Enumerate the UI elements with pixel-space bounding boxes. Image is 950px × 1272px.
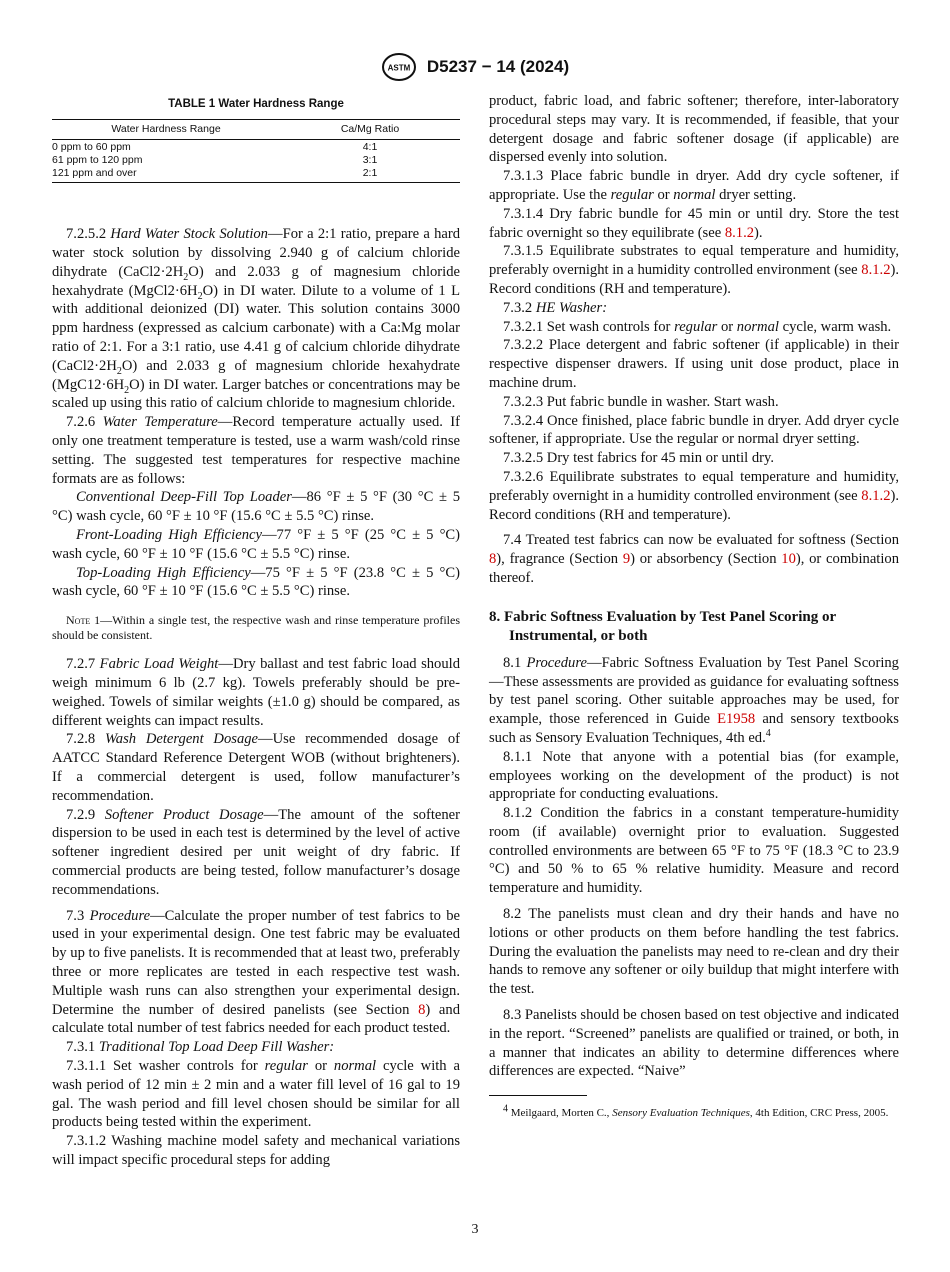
paragraph-7-3-2-5: 7.3.2.5 Dry test fabrics for 45 min or until dry. bbox=[503, 450, 775, 467]
paragraph-8-1: 8.1 Procedure—Fabric Softness Evaluation by Test Panel Scoring—These assessments are provided as guidance for evaluating softness by test panel scoring. Other suitable approaches may be used, for example, those referenced in Guide E1958 and sensory textbooks such as Sensory Evaluation Techniques, 4th ed.$^4$ bbox=[489, 654, 899, 746]
paragraph-7-3: 7.3 Procedure—Calculate the proper number of test fabrics to be used in your experimental design. One test fabric may be evaluated by up to five panelists. It is recommended that at least two, preferably three or more replicates are tested in each respective test wash. Multiple wash runs can also strengthen your experimental design. Determine the number of desired panelists (see Section 8) and calculate total number of test fabrics needed for each product tested. bbox=[52, 907, 460, 1037]
table-cell: 121 ppm and over bbox=[52, 167, 280, 183]
paragraph-7-3-1-3: 7.3.1.3 Place fabric bundle in dryer. Add dry cycle softener, if appropriate. Use the regular or normal dryer setting. bbox=[489, 168, 899, 203]
section-8-1-2-link[interactable]: 8.1.2 bbox=[724, 224, 755, 241]
paragraph-continued: product, fabric load, and fabric softener; therefore, inter-laboratory procedural steps may vary. It is recommended, if feasible, that your detergent dosage and fabric softener dosage (if applicable) are dispersed evenly into solution. bbox=[489, 93, 899, 166]
table-cell: 0 ppm to 60 ppm bbox=[52, 141, 131, 154]
paragraph-7-3-2-2: 7.3.2.2 Place detergent and fabric softener (if applicable) in their respective dispenser drawers. If using unit dose product, place in machine drum. bbox=[489, 337, 899, 391]
astm-logo-icon bbox=[381, 52, 417, 82]
table-header: Ca/Mg Ratio bbox=[280, 119, 460, 139]
footnote-4: $^4$ Meilgaard, Morten C., Sensory Evaluation Techniques, 4th Edition, CRC Press, 2005. bbox=[503, 1103, 889, 1120]
paragraph-conventional: Conventional Deep-Fill Top Loader—86 °F ± 5 °F (30 °C ± 5 °C) wash cycle, 60 °F ± 10 °F (15.6 °C ± 5.5 °C) rinse. bbox=[52, 489, 460, 525]
svg-text:ASTM: ASTM bbox=[387, 63, 411, 73]
section-8-link[interactable]: 8 bbox=[418, 1001, 426, 1018]
paragraph-front-loading: Front-Loading High Efficiency—77 °F ± 5 °F (25 °C ± 5 °C) wash cycle, 60 °F ± 10 °F (15.6 °C ± 5.5 °C) rinse. bbox=[52, 527, 461, 562]
paragraph-7-2-6: 7.2.6 Water Temperature—Record temperature actually used. If only one treatment temperature is tested, use a warm wash/cold rinse setting. The suggested test temperatures for respective machine formats are as follows: bbox=[52, 414, 460, 487]
paragraph-7-3-1-5: 7.3.1.5 Equilibrate substrates to equal temperature and humidity, preferably overnight in a humidity controlled environment (see 8.1.2). Record conditions (RH and temperature). bbox=[489, 243, 899, 297]
table-title: TABLE 1 Water Hardness Range bbox=[168, 98, 344, 110]
page-header bbox=[0, 52, 950, 82]
section-8-link[interactable]: 8 bbox=[489, 551, 497, 568]
page-number: 3 bbox=[471, 1222, 479, 1237]
table-row bbox=[52, 167, 460, 183]
paragraph-7-3-1-4: 7.3.1.4 Dry fabric bundle for 45 min or until dry. Store the test fabric overnight so they equilibrate (see 8.1.2). bbox=[489, 205, 899, 241]
paragraph-7-2-5-2: 7.2.5.2 Hard Water Stock Solution—For a 2:1 ratio, prepare a hard water stock solution by dissolving 2.940 g of calcium chloride dihydrate $(CaCl2\cdot 2H_2O)$ and 2.033 g of magnesium chloride hexahydrate $(MgCl2\cdot 6H_2O)$ in DI water. Dilute to a volume of 1 L with additional deionized (DI) water. This solution contains 3000 ppm hardness (expressed as calcium carbonate) with a Ca:Mg molar ratio of 2:1. For a 3:1 ratio, use 4.41 g of calcium chloride dihydrate $(CaCl2\cdot 2H_2O)$ and 2.033 g of magnesium chloride hexahydrate $(MgC12\cdot 6H_2O)$ in DI water. Larger batches or concentrations may be scaled up using this ratio of calcium chloride to magnesium chloride. bbox=[52, 226, 461, 412]
paragraph-8-3: 8.3 Panelists should be chosen based on test objective and indicated in the report. “Screened” panelists are qualified or trained, or both, in a manner that indicates an ability to determine differences where differences are expected. “Naive” bbox=[489, 1007, 899, 1080]
paragraph-8-1-2: 8.1.2 Condition the fabrics in a constant temperature-humidity room (if available) overnight prior to evaluation. Suggested controlled environments are between 65 °F to 75 °F (18.3 °C to 23.9 °C) and 50 % to 65 % relative humidity. Measure and record temperature and humidity. bbox=[489, 805, 899, 897]
footnote-divider bbox=[489, 1095, 587, 1096]
paragraph-7-2-8: 7.2.8 Wash Detergent Dosage—Use recommended dosage of AATCC Standard Reference Detergent WOB (without brighteners). If a commercial detergent is used, follow manufacturer’s recommendation. bbox=[52, 731, 460, 804]
paragraph-7-3-2-1: 7.3.2.1 Set wash controls for regular or normal cycle, warm wash. bbox=[503, 318, 892, 335]
guide-e1958-link[interactable]: E1958 bbox=[717, 711, 756, 728]
paragraph-7-3-1-1: 7.3.1.1 Set washer controls for regular or normal cycle with a wash period of 12 min ± 2 min and a water fill level of 16 gal to 19 gal. The wash period and fill level chosen should be similar for all products being tested within the experiment. bbox=[52, 1057, 460, 1131]
paragraph-top-loading: Top-Loading High Efficiency—75 °F ± 5 °F (23.8 °C ± 5 °C) wash cycle, 60 °F ± 10 °F (15.6 °C ± 5.5 °C) rinse. bbox=[52, 564, 460, 600]
right-column bbox=[489, 92, 899, 1121]
note-1: Note 1—Within a single test, the respective wash and rinse temperature profiles should be consistent. bbox=[52, 613, 461, 643]
document-designation: D5237 − 14 (2024) bbox=[426, 57, 570, 76]
table-cell: 3:1 bbox=[362, 154, 378, 167]
section-8-1-2-link[interactable]: 8.1.2 bbox=[861, 262, 891, 279]
table-row bbox=[52, 141, 460, 154]
paragraph-7-3-1-2: 7.3.1.2 Washing machine model safety and mechanical variations will impact specific procedural steps for adding bbox=[52, 1133, 460, 1168]
paragraph-7-4: 7.4 Treated test fabrics can now be evaluated for softness (Section 8), fragrance (Section 9) or absorbency (Section 10), or combination thereof. bbox=[489, 532, 900, 586]
table-header: Water Hardness Range bbox=[52, 119, 280, 139]
paragraph-8-2: 8.2 The panelists must clean and dry their hands and have no lotions or other products on them before handling the test fabrics. During the evaluation the panelists may need to re-clean and dry their hands to remove any softener or oily buildup that might interfere with the test. bbox=[489, 906, 899, 998]
water-hardness-table bbox=[52, 119, 460, 184]
left-column bbox=[52, 92, 460, 1170]
paragraph-8-1-1: 8.1.1 Note that anyone with a potential bias (for example, employees working on the development of the product) is not appropriate for conducting evaluations. bbox=[489, 748, 899, 803]
paragraph-7-2-9: 7.2.9 Softener Product Dosage—The amount of the softener dispersion to be used in each test is determined by the level of active softener ingredient desired per unit weight of dry fabric. If commercial products are being tested, follow manufacturer’s dosage recommendations. bbox=[52, 806, 461, 898]
paragraph-7-3-2-6: 7.3.2.6 Equilibrate substrates to equal temperature and humidity, preferably overnight in a humidity controlled environment (see 8.1.2). Record conditions (RH and temperature). bbox=[489, 468, 899, 523]
table-cell: 4:1 bbox=[362, 141, 378, 154]
section-8-heading: 8. Fabric Softness Evaluation by Test Panel Scoring or Instrumental, or both bbox=[489, 608, 836, 644]
section-8-1-2-link[interactable]: 8.1.2 bbox=[861, 487, 891, 504]
paragraph-7-3-1: 7.3.1 Traditional Top Load Deep Fill Washer: bbox=[66, 1039, 335, 1056]
paragraph-7-3-2: 7.3.2 HE Washer: bbox=[503, 299, 608, 316]
table-cell: 2:1 bbox=[280, 167, 460, 183]
table-row bbox=[52, 154, 460, 167]
table-cell: 61 ppm to 120 ppm bbox=[52, 154, 143, 167]
section-10-link[interactable]: 10 bbox=[781, 551, 796, 568]
paragraph-7-3-2-4: 7.3.2.4 Once finished, place fabric bundle in dryer. Add dryer cycle softener, if appropriate. Use the regular or normal dryer setting. bbox=[489, 412, 899, 448]
paragraph-7-3-2-3: 7.3.2.3 Put fabric bundle in washer. Start wash. bbox=[503, 393, 779, 410]
paragraph-7-2-7: 7.2.7 Fabric Load Weight—Dry ballast and test fabric load should weigh minimum 6 lb (2.7 kg). Towels preferably should be pre-weighed. Towels of similar weights (±1.0 g) should be compared, as different weights can impact results. bbox=[52, 656, 461, 729]
section-9-link[interactable]: 9 bbox=[622, 551, 631, 568]
